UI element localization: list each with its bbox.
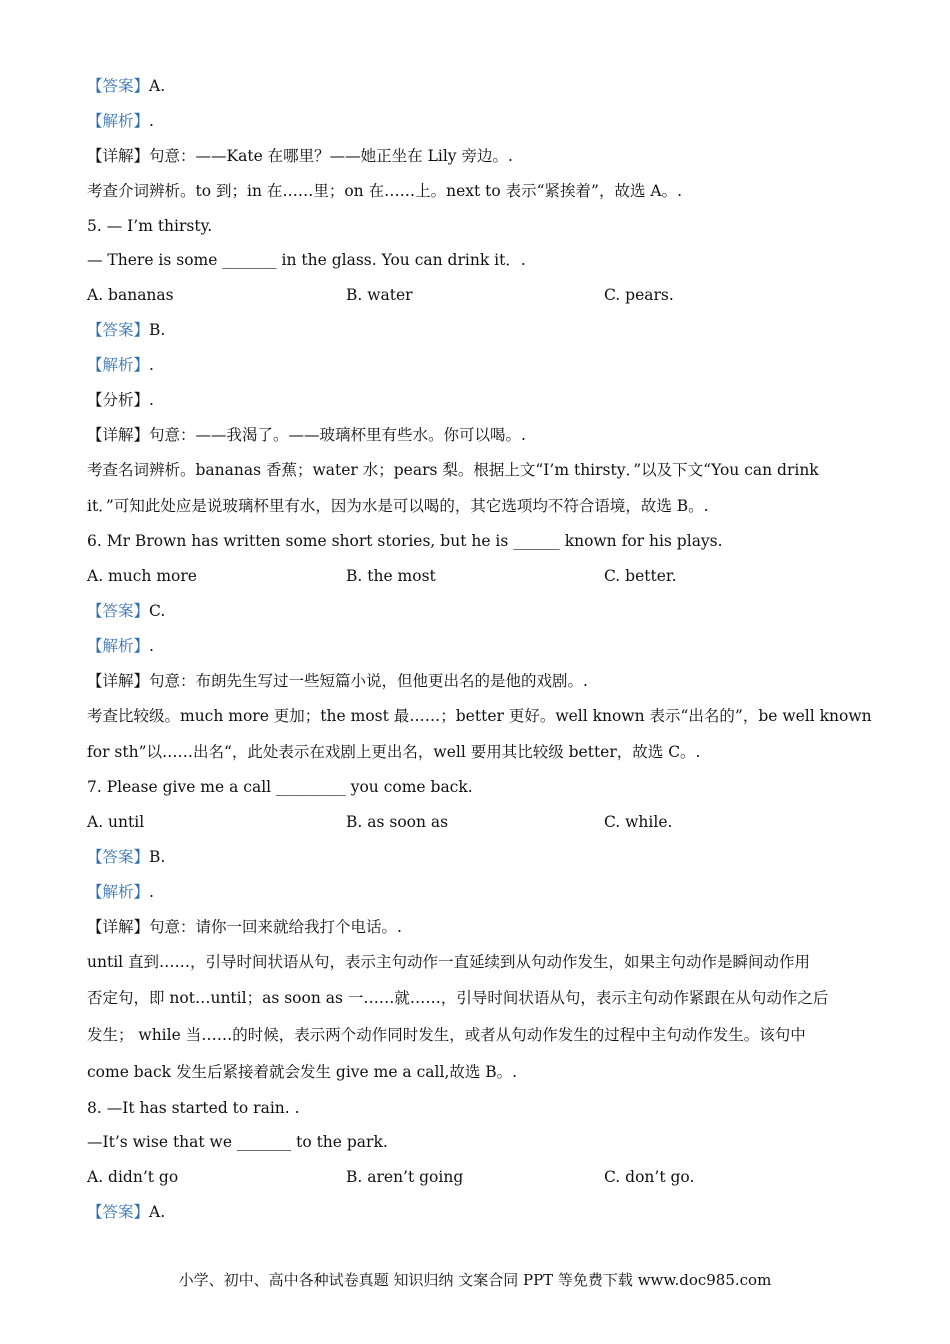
- q8-stem-line2: —It’s wise that we _______ to the park.: [87, 1133, 388, 1151]
- q5-stem-line1: 5. — I’m thirsty.: [87, 217, 213, 235]
- q7-answer: 【答案】B.: [87, 848, 166, 866]
- q5-explanation-line2: it．”可知此处应是说玻璃杯里有水，因为水是可以喝的，其它选项均不符合语境，故选 B。.: [87, 497, 709, 515]
- q8-stem-line1: 8. —It has started to rain. .: [87, 1099, 300, 1117]
- q5-explanation-line1: 考查名词辨析。bananas 香蕉；water 水；pears 梨。根据上文“I’m thirsty．”以及下文“You can drink: [87, 461, 819, 479]
- q6-detail: 【详解】句意：布朗先生写过一些短篇小说，但他更出名的是他的戏剧。.: [87, 672, 588, 690]
- q8-option-c: C. don’t go.: [604, 1168, 695, 1186]
- q6-stem: 6. Mr Brown has written some short stories, but he is ______ known for his plays.: [87, 532, 723, 550]
- q5-detail: 【详解】句意：——我渴了。——玻璃杯里有些水。你可以喝。.: [87, 426, 526, 444]
- q7-explanation-line4: come back 发生后紧接着就会发生 give me a call,故选 B。.: [87, 1063, 518, 1081]
- q7-option-c: C. while.: [604, 813, 673, 831]
- page-footer: 小学、初中、高中各种试卷真题 知识归纳 文案合同 PPT 等免费下载 www.doc985.com: [178, 1271, 772, 1289]
- q4-answer: 【答案】A.: [87, 77, 166, 95]
- q4-analysis: 【解析】.: [87, 112, 154, 130]
- q6-explanation-line1: 考查比较级。much more 更加；the most 最……；better 更好。well known 表示“出名的”，be well known: [87, 707, 872, 725]
- q7-detail: 【详解】句意：请你一回来就给我打个电话。.: [87, 918, 402, 936]
- q5-analysis2: 【分析】.: [87, 391, 154, 409]
- q6-answer: 【答案】C.: [87, 602, 166, 620]
- q5-stem-line2: — There is some _______ in the glass. You can drink it．.: [87, 251, 526, 269]
- q5-answer: 【答案】B.: [87, 321, 166, 339]
- q5-option-a: A. bananas: [87, 286, 174, 304]
- q7-analysis: 【解析】.: [87, 883, 154, 901]
- q6-option-a: A. much more: [87, 567, 197, 585]
- q7-explanation-line2: 否定句，即 not…until；as soon as 一……就……，引导时间状语从句，表示主句动作紧跟在从句动作之后: [87, 989, 829, 1007]
- q4-explanation: 考查介词辨析。to 到；in 在……里；on 在……上。next to 表示“紧挨着”，故选 A。.: [87, 182, 683, 200]
- q8-answer: 【答案】A.: [87, 1203, 166, 1221]
- q6-explanation-line2: for sth”以……出名“，此处表示在戏剧上更出名，well 要用其比较级 better，故选 C。.: [87, 743, 701, 761]
- q7-stem: 7. Please give me a call _________ you come back.: [87, 778, 473, 796]
- q7-explanation-line1: until 直到……，引导时间状语从句，表示主句动作一直延续到从句动作发生，如果主句动作是瞬间动作用: [87, 953, 811, 971]
- q7-option-a: A. until: [87, 813, 145, 831]
- q5-option-b: B. water: [346, 286, 413, 304]
- q4-detail: 【详解】句意：——Kate 在哪里？——她正坐在 Lily 旁边。.: [87, 147, 513, 165]
- q7-explanation-line3: 发生； while 当……的时候，表示两个动作同时发生，或者从句动作发生的过程中主句动作发生。该句中: [87, 1026, 806, 1044]
- q8-option-a: A. didn’t go: [87, 1168, 179, 1186]
- q5-analysis: 【解析】.: [87, 356, 154, 374]
- q6-analysis: 【解析】.: [87, 637, 154, 655]
- q5-option-c: C. pears.: [604, 286, 674, 304]
- q6-option-c: C. better.: [604, 567, 677, 585]
- q8-option-b: B. aren’t going: [346, 1168, 464, 1186]
- q6-option-b: B. the most: [346, 567, 436, 585]
- q7-option-b: B. as soon as: [346, 813, 449, 831]
